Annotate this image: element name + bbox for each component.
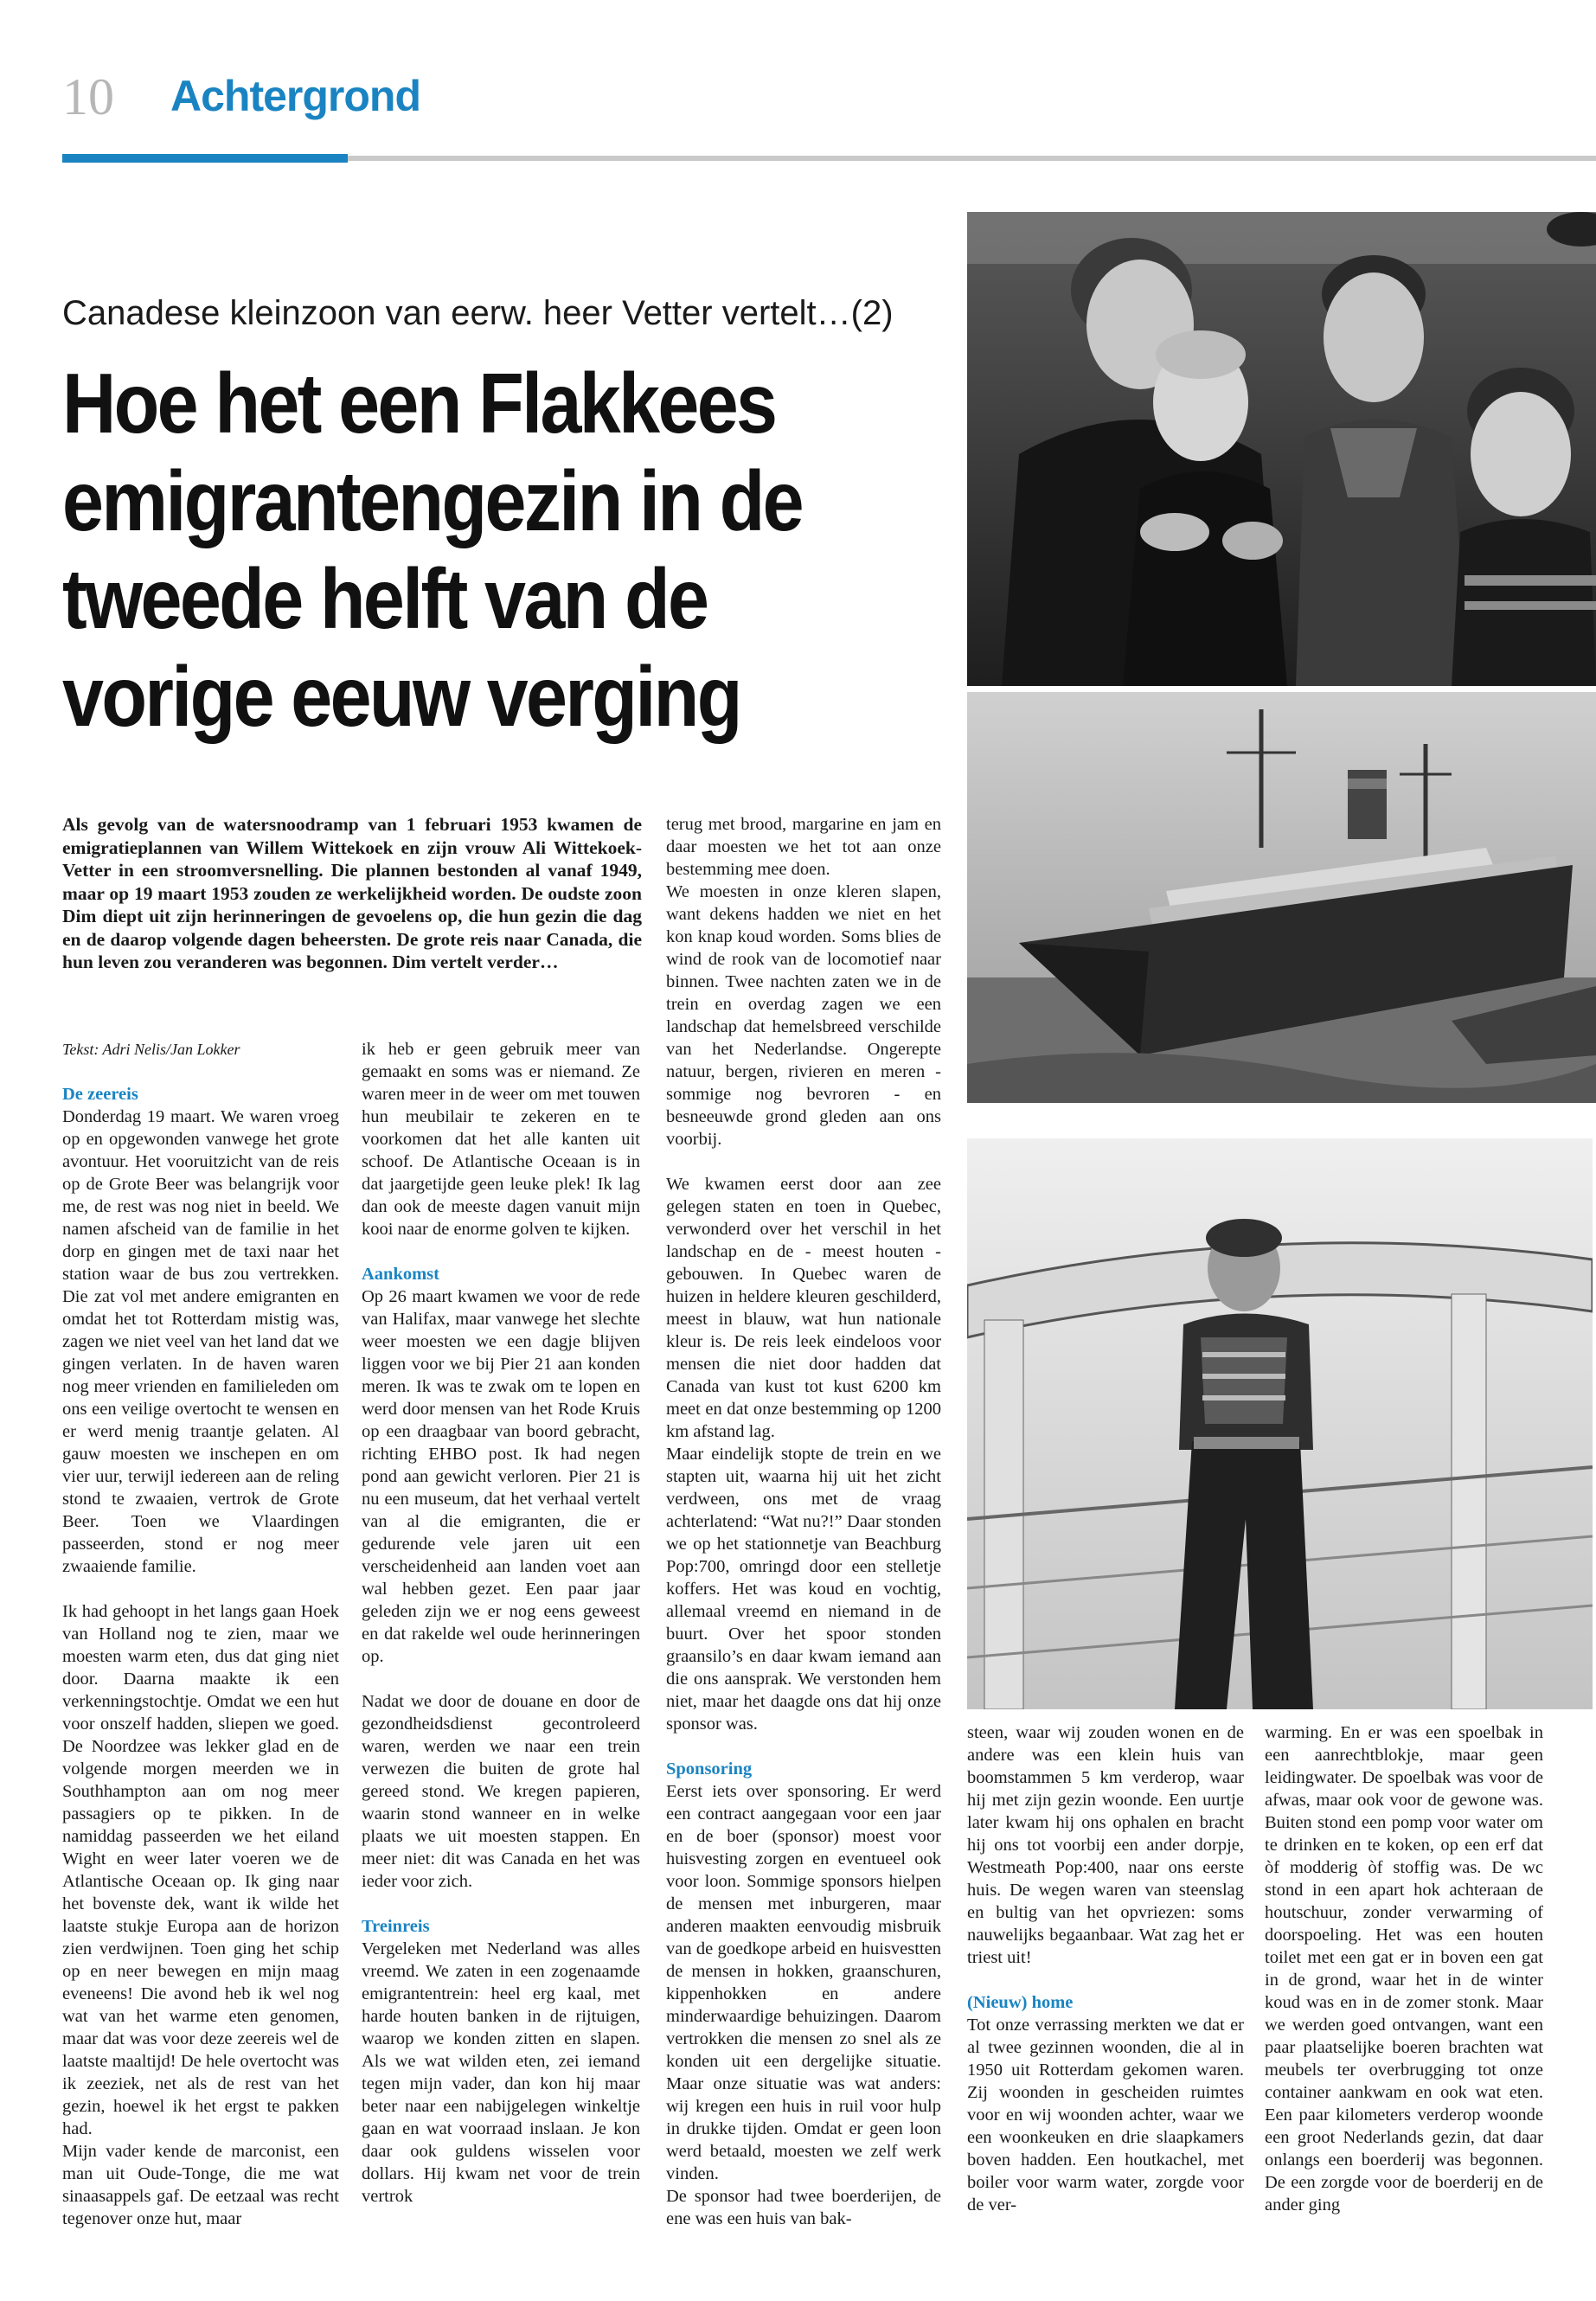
author-credit: Tekst: Adri Nelis/Jan Lokker	[62, 1041, 240, 1058]
subhead-nieuw-home: (Nieuw) home	[967, 1993, 1074, 2012]
boy-at-railing-photo	[967, 1138, 1593, 1709]
text-column-1	[62, 1038, 339, 2230]
paragraph: De sponsor had twee boerderijen, de ene was een huis van bak-	[666, 2187, 941, 2228]
paragraph: Eerst iets over sponsoring. Er werd een contract aangegaan voor een jaar en de boer (sponsor) moest voor huisvesting zorgen en eventueel ook voor loon. Sommige sponsors hielpen de mensen met inburgeren, maar anderen maakten eenvoudig misbruik van de goedkope arbeid en huisvestten de mensen in hokken, graanschuren, kippenhokken en andere minderwaardige behuizingen. Daarom vertrokken die mensen zo snel als ze konden uit een dergelijke situatie. Maar onze situatie was wat anders: wij kregen een huis in ruil voor hulp in drukke tijden. Omdat er geen loon werd betaald, moesten we zelf werk vinden.	[666, 1782, 941, 2183]
kicker: Canadese kleinzoon van eerw. heer Vetter vertelt…(2)	[62, 294, 894, 332]
paragraph: Maar eindelijk stopte de trein en we stapten uit, waarna hij uit het zicht verdween, ons met de vraag achterlatend: “Wat nu?!” Daar stonden we op het stationnetje van Beachburg Pop:700, omringd door een stelletje koffers. Het was koud en vochtig, allemaal vreemd en niemand in de buurt. Over het spoor stonden graansilo’s en daar kwam iemand aan die ons aansprak. We verstonden hem niet, maar het daagde ons dat hij onze sponsor was.	[666, 1445, 941, 1734]
header-rule-accent	[62, 154, 348, 163]
section-title: Achtergrond	[170, 72, 420, 120]
subhead-treinreis: Treinreis	[362, 1917, 430, 1936]
paragraph: steen, waar wij zouden wonen en de andere was een klein huis van boomstammen 5 km verderop, waar hij met zijn gezin woonde. Een uurtje later kwam hij ons ophalen en bracht hij ons tot voorbij een ander dorpje, Westmeath Pop:400, naar ons eerste huis. De wegen waren van steenslag en bultig van het opvriezen: soms nauwelijks begaanbaar. Wat zag het er triest uit!	[967, 1723, 1244, 1967]
text-column-3	[666, 813, 941, 2230]
paragraph: Donderdag 19 maart. We waren vroeg op en opgewonden vanwege het grote avontuur. Het vooruitzicht van de reis op de Grote Beer was belangrijk voor me, de rest was nog niet in beeld. We namen afscheid van de familie in het dorp en gingen met de taxi naar het station waar de bus zou vertrekken. Die zat vol met andere emigranten en omdat het tot Rotterdam mistig was, zagen we niet veel van het land dat we gingen verlaten. In de haven waren nog meer vrienden en familieleden om ons een veilige overtocht te wensen en er werd menig traantje gelaten. Al gauw moesten we inschepen en om vier uur, terwijl iedereen aan de reling stond te zwaaien, vertrok de Grote Beer. Toen we Vlaardingen passeerden, stond er nog meer zwaaiende familie.	[62, 1107, 339, 1576]
headline	[62, 355, 854, 746]
text-column-2	[362, 1038, 640, 2208]
headline-line: vorige eeuw verging	[62, 649, 740, 744]
paragraph: We moesten in onze kleren slapen, want dekens hadden we niet en het kon knap koud worden. Soms blies de wind de rook van de locomotief naar binnen. Twee nachten zaten we in de trein en overdag zagen we een landschap dat hemelsbreed verschilde van het Nederlandse. Ongerepte natuur, bergen, rivieren en meren - sommige nog bevroren - en besneeuwde grond gleden aan ons voorbij.	[666, 882, 941, 1149]
paragraph: Ik had gehoopt in het langs gaan Hoek van Holland nog te zien, maar we moesten warm eten, dus dat ging niet door. Daarna maakte ik een verkenningstochtje. Omdat we een hut voor onszelf hadden, sliepen we goed. De Noordzee was lekker glad en de volgende morgen meerden we in Southhampton aan om nog meer passagiers op te pikken. In de namiddag passeerden we het eiland Wight en weer later voeren we de Atlantische Oceaan op. Ik ging naar het bovenste dek, want ik wilde het laatste stukje Europa aan de horizon zien verdwijnen. Toen ging het schip op en neer bewegen en mijn maag eveneens! Die avond heb ik wel nog wat van het warme eten genomen, maar dat was voor deze zeereis wel de laatste maaltijd! De hele overtocht was ik zeeziek, net als de rest van het gezin, hoewel ik het ergst te pakken had.	[62, 1602, 339, 2138]
headline-line: emigrantengezin in de	[62, 453, 803, 548]
headline-line: Hoe het een Flakkees	[62, 356, 776, 451]
header-rule	[348, 156, 1596, 161]
page-number: 10	[62, 68, 114, 125]
subhead-zeereis: De zeereis	[62, 1085, 138, 1104]
paragraph: Nadat we door de douane en door de gezondheidsdienst gecontroleerd waren, werden we naar een trein verwezen die buiten de grote hal gereed stond. We kregen papieren, waarin stond wanneer en in welke plaats we uit moesten stappen. En meer niet: dit was Canada en het was ieder voor zich.	[362, 1692, 640, 1891]
paragraph: Mijn vader kende de marconist, een man uit Oude-Tonge, die me wat sinaasappels gaf. De eetzaal was recht tegenover onze hut, maar	[62, 2142, 339, 2228]
headline-line: tweede helft van de	[62, 551, 708, 646]
paragraph: terug met brood, margarine en jam en daar moesten we het tot aan onze bestemming mee doen.	[666, 815, 941, 879]
paragraph: Vergeleken met Nederland was alles vreemd. We zaten in een zogenaamde emigrantentrein: heel erg kaal, met harde houten banken in de rijtuigen, waarop we konden zitten en slapen. Als we wat wilden eten, zei iemand tegen mijn vader, dan kon hij maar beter naar een nabijgelegen winkeltje gaan en wat voorraad inslaan. Je kon daar ook guldens wisselen voor dollars. Hij kwam net voor de trein vertrok	[362, 1939, 640, 2206]
paragraph: We kwamen eerst door aan zee gelegen staten en toen in Quebec, verwonderd over het verschil in het landschap en de - meest houten - gebouwen. In Quebec waren de huizen in heldere kleuren geschilderd, meest in blauw, wat hun nationale kleur is. De reis leek eindeloos voor mensen die niet door hadden dat Canada van kust tot kust 6200 km meet en dat onze bestemming op 1200 km afstand lag.	[666, 1175, 941, 1441]
paragraph: Op 26 maart kwamen we voor de rede van Halifax, maar vanwege het slechte weer moesten we een dagje blijven liggen voor we bij Pier 21 aan konden meren. Ik was te zwak om te lopen en werd door mensen van het Rode Kruis op een draagbaar van boord gebracht, richting EHBO post. Ik had negen pond aan gewicht verloren. Pier 21 is nu een museum, dat het verhaal vertelt van al die emigranten, die er gedurende vele jaren uit een verscheidenheid aan landen voet aan wal hebben gezet. Een paar jaar geleden zijn we er nog eens geweest en dat rakelde wel oude herinneringen op.	[362, 1287, 640, 1666]
family-photo	[967, 212, 1596, 686]
text-column-4	[967, 1721, 1244, 2216]
paragraph: ik heb er geen gebruik meer van gemaakt en soms was er niemand. Ze waren meer in de weer om met touwen hun meubilair te zekeren en te voorkomen dat het alle kanten uit schoof. De Atlantische Oceaan is in dat jaargetijde geen leuke plek! Ik lag dan ook de meeste dagen vanuit mijn kooi naar de enorme golven te kijken.	[362, 1040, 640, 1239]
paragraph: Tot onze verrassing merkten we dat er al twee gezinnen woonden, die al in 1950 uit Rotterdam gekomen waren. Zij woonden in gescheiden ruimtes voor en wij woonden achter, waar we een woonkeuken en drie slaapkamers boven hadden. Een houtkachel, met boiler voor warm water, zorgde voor de ver-	[967, 2016, 1244, 2214]
subhead-sponsoring: Sponsoring	[666, 1759, 753, 1779]
paragraph: warming. En er was een spoelbak in een aanrechtblokje, maar geen leidingwater. De spoelbak was voor de afwas, maar ook voor de gewone was. Buiten stond een pomp voor water om te drinken en te koken, op een erf dat òf modderig òf stoffig was. De wc stond in een apart hok achteraan de houtschuur, zonder verwarming of doorspoeling. Het was een houten toilet met een gat er in boven een gat in de grond, waar het in de winter koud was en in de zomer stonk. Maar we werden goed ontvangen, want een paar plaatselijke boeren brachten wat meubels ter overbrugging tot onze container aankwam en ook wat eten. Een paar kilometers verderop woonde een groot Nederlands gezin, dat daar onlangs een boerderij was begonnen. De een zorgde voor de boerderij en de ander ging	[1265, 1723, 1543, 2214]
text-column-5	[1265, 1721, 1543, 2216]
subhead-aankomst: Aankomst	[362, 1265, 439, 1284]
article-lead: Als gevolg van de watersnoodramp van 1 februari 1953 kwamen de emigratieplannen van Willem Wittekoek en zijn vrouw Ali Wittekoek-Vetter in een stroomversnelling. Die plannen bestonden al vanaf 1949, maar op 19 maart 1953 zouden ze werkelijkheid worden. De oudste zoon Dim diept uit zijn herinneringen de gevoelens op, die hun gezin die dag en de daarop volgende dagen beheersten. De grote reis naar Canada, die hun leven zou veranderen was begonnen. Dim vertelt verder…	[62, 814, 642, 972]
ship-photo	[967, 692, 1596, 1103]
